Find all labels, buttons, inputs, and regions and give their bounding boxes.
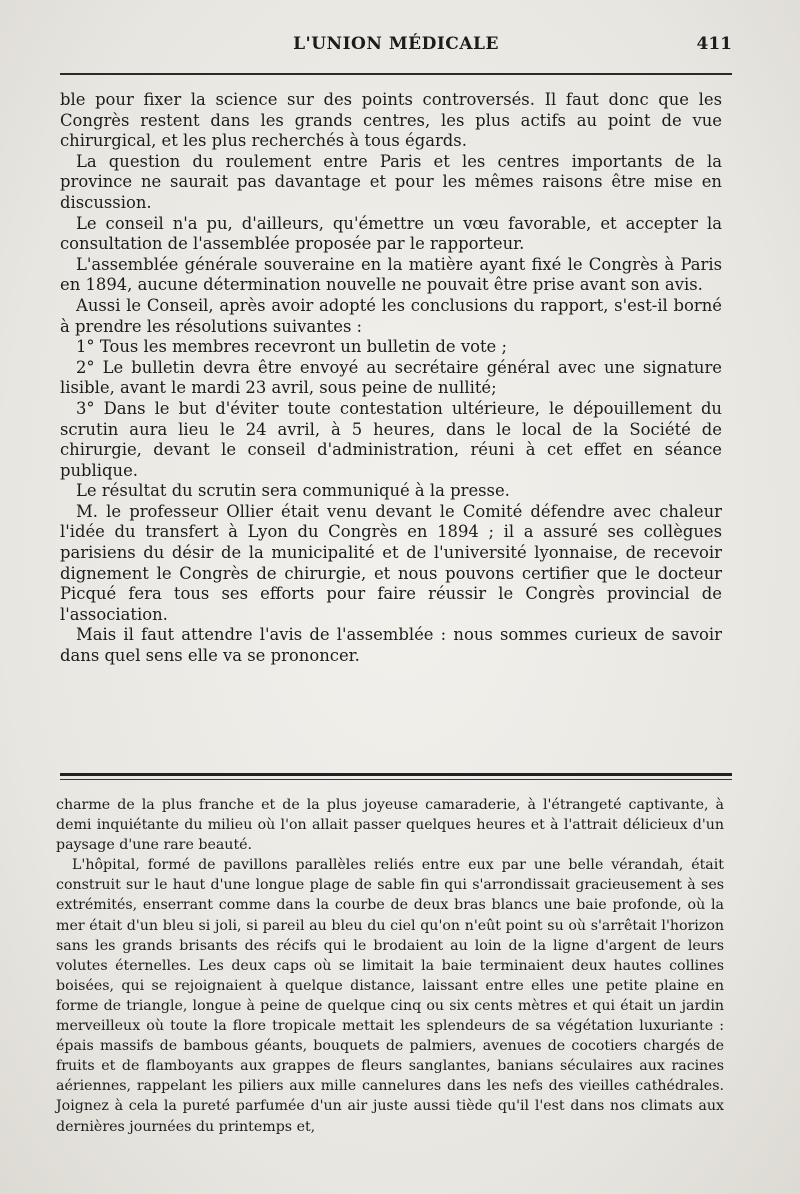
page-header: [60, 34, 732, 64]
page-number: 411: [696, 34, 732, 54]
header-rule: [60, 73, 732, 75]
resolution-item: 2° Le bulletin devra être envoyé au secrétaire général avec une signature lisible, avant le mardi 23 avril, sous peine de nullité;: [60, 357, 722, 398]
article-paragraph: Le conseil n'a pu, d'ailleurs, qu'émettre un vœu favorable, et accepter la consultation de l'assemblée proposée par le rapporteur.: [60, 213, 722, 254]
article-paragraph: Mais il faut attendre l'avis de l'assemblée : nous sommes curieux de savoir dans quel sens elle va se prononcer.: [60, 625, 722, 666]
article-paragraph: Aussi le Conseil, après avoir adopté les conclusions du rapport, s'est-il borné à prendre les résolutions suivantes :: [60, 295, 722, 336]
resolution-item: 3° Dans le but d'éviter toute contestation ultérieure, le dépouillement du scrutin aura lieu le 24 avril, à 5 heures, dans le local de la Société de chirurgie, devant le conseil d'administration, réuni à cet effet en séance publique.: [60, 398, 722, 480]
article-paragraph: L'assemblée générale souveraine en la matière ayant fixé le Congrès à Paris en 1894, aucune détermination nouvelle ne pouvait être prise avant son avis.: [60, 254, 722, 295]
feuilleton-separator-thin: [60, 779, 732, 780]
resolution-item: 1° Tous les membres recevront un bulletin de vote ;: [76, 337, 507, 357]
running-title: L'UNION MÉDICALE: [293, 34, 499, 54]
feuilleton-paragraph: charme de la plus franche et de la plus joyeuse camaraderie, à l'étrangeté captivante, à demi inquiétante du milieu où l'on allait passer quelques heures et à l'attrait délicieux d'un paysage d'une rare beauté.: [56, 797, 724, 854]
feuilleton-body: [56, 795, 724, 1137]
article-body: [60, 90, 722, 667]
article-paragraph: ble pour fixer la science sur des points controversés. Il faut donc que les Congrès restent dans les grands centres, les plus actifs au point de vue chirurgical, et les plus recherchés à tous égards.: [60, 90, 722, 151]
feuilleton-paragraph: L'hôpital, formé de pavillons parallèles reliés entre eux par une belle vérandah, était construit sur le haut d'une longue plage de sable fin qui s'arrondissait gracieusement à ses extrémités, enserrant comme dans la courbe de deux bras blancs une baie profonde, où la mer était d'un bleu si joli, si pareil au bleu du ciel qu'on n'eût point su où s'arrêtait l'horizon sans les grands brisants des récifs qui le brodaient au loin de la ligne d'argent de leurs volutes éternelles. Les deux caps où se limitait la baie terminaient deux hautes collines boisées, qui se rejoignaient à quelque distance, laissant entre elles une petite plaine en forme de triangle, longue à peine de quelque cinq ou six cents mètres et qui était un jardin merveilleux où toute la flore tropicale mettait les splendeurs de sa végétation luxuriante : épais massifs de bambous géants, bouquets de palmiers, avenues de cocotiers chargés de fruits et de flamboyants aux grappes de fleurs sanglantes, banians séculaires aux racines aériennes, rappelant les piliers aux mille cannelures dans les nefs des vieilles cathédrales. Joignez à cela la pureté parfumée d'un air juste aussi tiède qu'il l'est dans nos climats aux dernières journées du printemps et,: [56, 857, 724, 1135]
article-paragraph: La question du roulement entre Paris et les centres importants de la province ne saurait pas davantage et pour les mêmes raisons être mise en discussion.: [60, 151, 722, 212]
feuilleton-separator: [60, 773, 732, 776]
article-paragraph: M. le professeur Ollier était venu devant le Comité défendre avec chaleur l'idée du transfert à Lyon du Congrès en 1894 ; il a assuré ses collègues parisiens du désir de la municipalité et de l'université lyonnaise, de recevoir dignement le Congrès de chirurgie, et nous pouvons certifier que le docteur Picqué fera tous ses efforts pour faire réussir le Congrès provincial de l'association.: [60, 501, 722, 624]
article-paragraph: Le résultat du scrutin sera communiqué à la presse.: [76, 481, 510, 501]
